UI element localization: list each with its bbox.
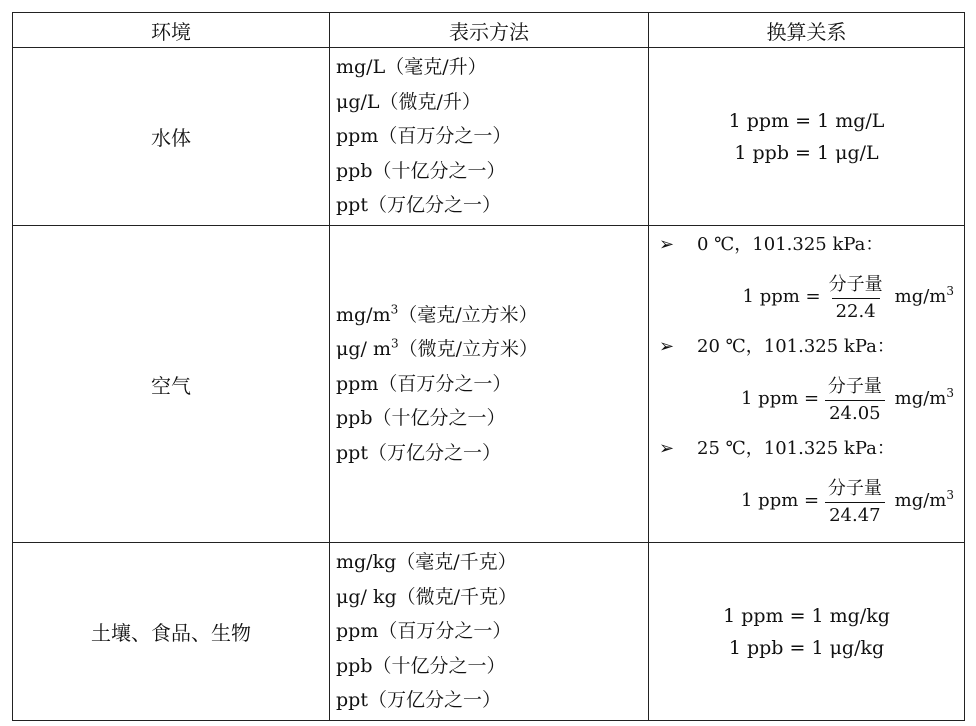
arrow-bullet-icon: ➢	[659, 438, 675, 459]
unit-item: ppb（十亿分之一）	[336, 654, 506, 677]
env-cell-soil-food-biota: 土壤、食品、生物	[13, 543, 330, 721]
condition-label: ➢ 0 ℃，101.325 kPa：	[659, 230, 956, 260]
env-cell-water: 水体	[13, 48, 330, 226]
header-environment: 环境	[13, 13, 330, 48]
fraction: $\frac{\text{分子量}}{24.47}$	[825, 474, 885, 526]
table-row	[13, 48, 965, 226]
condition-label: ➢ 20 ℃，101.325 kPa：	[659, 332, 956, 362]
unit-item: mg/L（毫克/升）	[336, 56, 487, 79]
conversion-cell-air	[649, 226, 965, 543]
conversion-formula: 1 ppm = $\frac{\text{分子量}}{24.47}$ $mg/m^3$	[659, 464, 956, 536]
unit-item: mg/kg（毫克/千克）	[336, 551, 517, 574]
condition-25c	[659, 434, 956, 536]
units-cell-water	[330, 48, 649, 226]
arrow-bullet-icon: ➢	[659, 336, 675, 357]
conversion-cell-water	[649, 48, 965, 226]
condition-0c	[659, 230, 956, 332]
conversion-line: 1 ppb = 1 μg/L	[734, 141, 879, 164]
header-conversion: 换算关系	[649, 13, 965, 48]
units-cell-soil-food-biota	[330, 543, 649, 721]
unit-item: ppt（万亿分之一）	[336, 194, 501, 217]
unit-conversion-table	[12, 12, 965, 721]
unit-item: μg/L（微克/升）	[336, 90, 481, 113]
unit-item: ppb（十亿分之一）	[336, 407, 506, 430]
header-representation: 表示方法	[330, 13, 649, 48]
unit-item: μg/ $m^3$（微克/立方米）	[336, 336, 539, 361]
unit-item: ppt（万亿分之一）	[336, 441, 501, 464]
conversion-formula: 1 ppm = $\frac{\text{分子量}}{24.05}$ $mg/m^3$	[659, 362, 956, 434]
env-cell-air: 空气	[13, 226, 330, 543]
table-row	[13, 226, 965, 543]
units-cell-air	[330, 226, 649, 543]
conversion-line: 1 ppm = 1 mg/L	[728, 109, 885, 132]
table-row	[13, 543, 965, 721]
fraction: $\frac{\text{分子量}}{22.4}$	[828, 274, 883, 322]
unit-item: $mg/m^3$（毫克/立方米）	[336, 302, 538, 326]
conversion-formula: 1 ppm = $\frac{\text{分子量}}{22.4}$ $mg/m^3$	[659, 260, 956, 332]
unit-item: ppb（十亿分之一）	[336, 159, 506, 182]
condition-label: ➢ 25 ℃，101.325 kPa：	[659, 434, 956, 464]
unit-item: ppt（万亿分之一）	[336, 689, 501, 712]
unit-item: μg/ kg（微克/千克）	[336, 585, 518, 608]
unit-item: ppm（百万分之一）	[336, 125, 512, 148]
unit-item: ppm（百万分之一）	[336, 372, 512, 395]
conversion-line: 1 ppb = 1 μg/kg	[728, 636, 885, 659]
conversion-cell-soil-food-biota	[649, 543, 965, 721]
header-row	[13, 13, 965, 48]
fraction: $\frac{\text{分子量}}{24.05}$	[825, 372, 885, 424]
condition-20c	[659, 332, 956, 434]
arrow-bullet-icon: ➢	[659, 234, 675, 255]
unit-item: ppm（百万分之一）	[336, 620, 512, 643]
conversion-line: 1 ppm = 1 mg/kg	[723, 604, 890, 627]
